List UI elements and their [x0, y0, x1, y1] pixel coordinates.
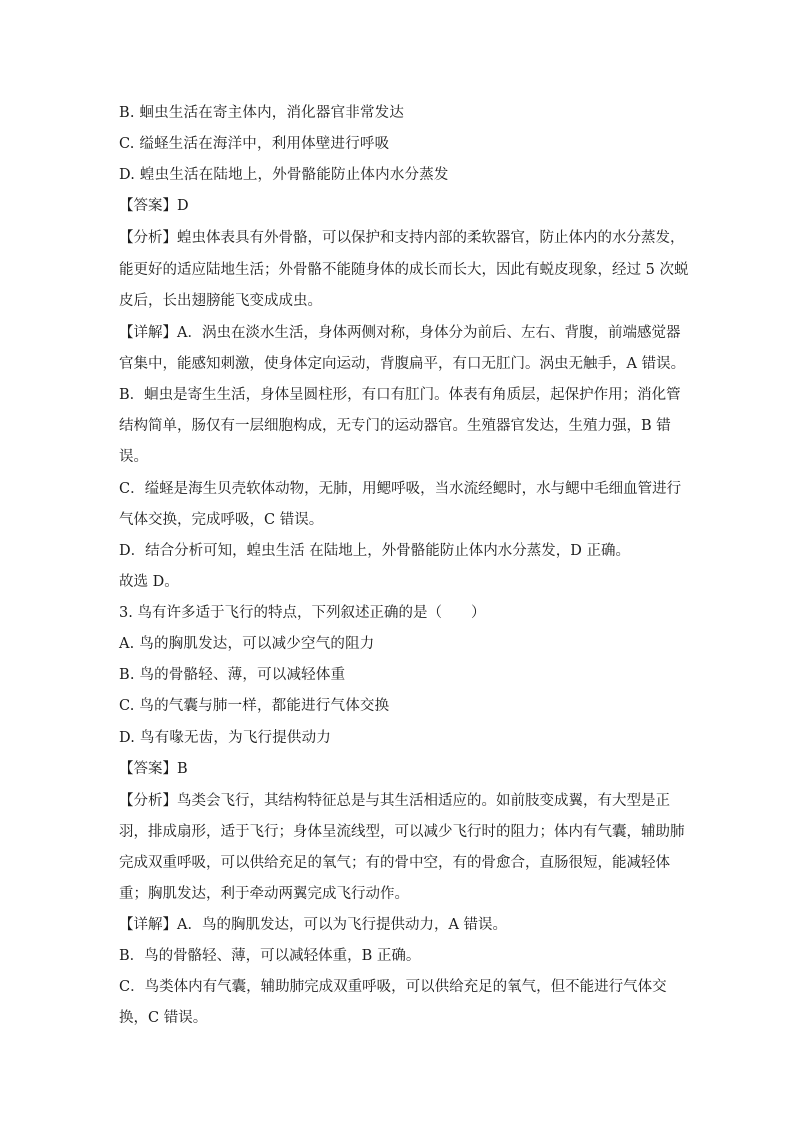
choice-line: 故选 D。 [119, 574, 179, 590]
answer-q2: 【答案】D [119, 198, 189, 214]
question-3-stem: 3. 鸟有许多适于飞行的特点，下列叙述正确的是（ ） [119, 605, 486, 621]
detail-line: C．缢蛏是海生贝壳软体动物，无肺，用鳃呼吸，当水流经鳃时，水与鳃中毛细血管进行 [119, 481, 682, 497]
option-c-q2: C. 缢蛏生活在海洋中，利用体壁进行呼吸 [119, 136, 390, 152]
detail-line: B．鸟的骨骼轻、薄，可以减轻体重，B 正确。 [119, 948, 421, 964]
detail-line: 换，C 错误。 [119, 1010, 208, 1026]
analysis-line: 皮后，长出翅膀能飞变成成虫。 [119, 293, 322, 309]
detail-line: D．结合分析可知，蝗虫生活 在陆地上，外骨骼能防止体内水分蒸发，D 正确。 [119, 543, 630, 559]
detail-line: 结构简单，肠仅有一层细胞构成，无专门的运动器官。生殖器官发达，生殖力强，B 错 [119, 418, 671, 434]
detail-line: B．蛔虫是寄生生活，身体呈圆柱形，有口有肛门。体表有角质层，起保护作用；消化管 [119, 387, 681, 403]
analysis-line: 重；胸肌发达，利于牵动两翼完成飞行动作。 [119, 886, 409, 902]
analysis-line: 完成双重呼吸，可以供给充足的氧气；有的骨中空，有的骨愈合，直肠很短，能减轻体 [119, 855, 670, 871]
option-b-q2: B. 蛔虫生活在寄主体内，消化器官非常发达 [119, 105, 405, 121]
analysis-line: 能更好的适应陆地生活；外骨骼不能随身体的成长而长大，因此有蜕皮现象，经过 5 次蜕 [119, 262, 689, 278]
option-c-q3: C. 鸟的气囊与肺一样，都能进行气体交换 [119, 698, 390, 714]
option-a-q3: A. 鸟的胸肌发达，可以减少空气的阻力 [119, 636, 375, 652]
option-d-q2: D. 蝗虫生活在陆地上，外骨骼能防止体内水分蒸发 [119, 167, 449, 183]
detail-line: 【详解】A．涡虫在淡水生活，身体两侧对称，身体分为前后、左右、背腹，前端感觉器 [119, 325, 681, 341]
analysis-line: 【分析】鸟类会飞行，其结构特征总是与其生活相适应的。如前肢变成翼，有大型是正 [119, 793, 670, 809]
detail-line: C．鸟类体内有气囊，辅助肺完成双重呼吸，可以供给充足的氧气，但不能进行气体交 [119, 979, 667, 995]
option-b-q3: B. 鸟的骨骼轻、薄，可以减轻体重 [119, 667, 346, 683]
answer-q3: 【答案】B [119, 761, 188, 777]
detail-line: 官集中，能感知刺激，使身体定向运动，背腹扁平，有口无肛门。涡虫无触手，A 错误。 [119, 356, 686, 372]
option-d-q3: D. 鸟有喙无齿，为飞行提供动力 [119, 730, 332, 746]
detail-line: 【详解】A．鸟的胸肌发达，可以为飞行提供动力，A 错误。 [119, 917, 508, 933]
analysis-line: 【分析】蝗虫体表具有外骨骼，可以保护和支持内部的柔软器官，防止体内的水分蒸发， [119, 230, 685, 246]
detail-line: 误。 [119, 449, 148, 465]
detail-line: 气体交换，完成呼吸，C 错误。 [119, 512, 324, 528]
analysis-line: 羽，排成扇形，适于飞行；身体呈流线型，可以减少飞行时的阻力；体内有气囊，辅助肺 [119, 824, 685, 840]
